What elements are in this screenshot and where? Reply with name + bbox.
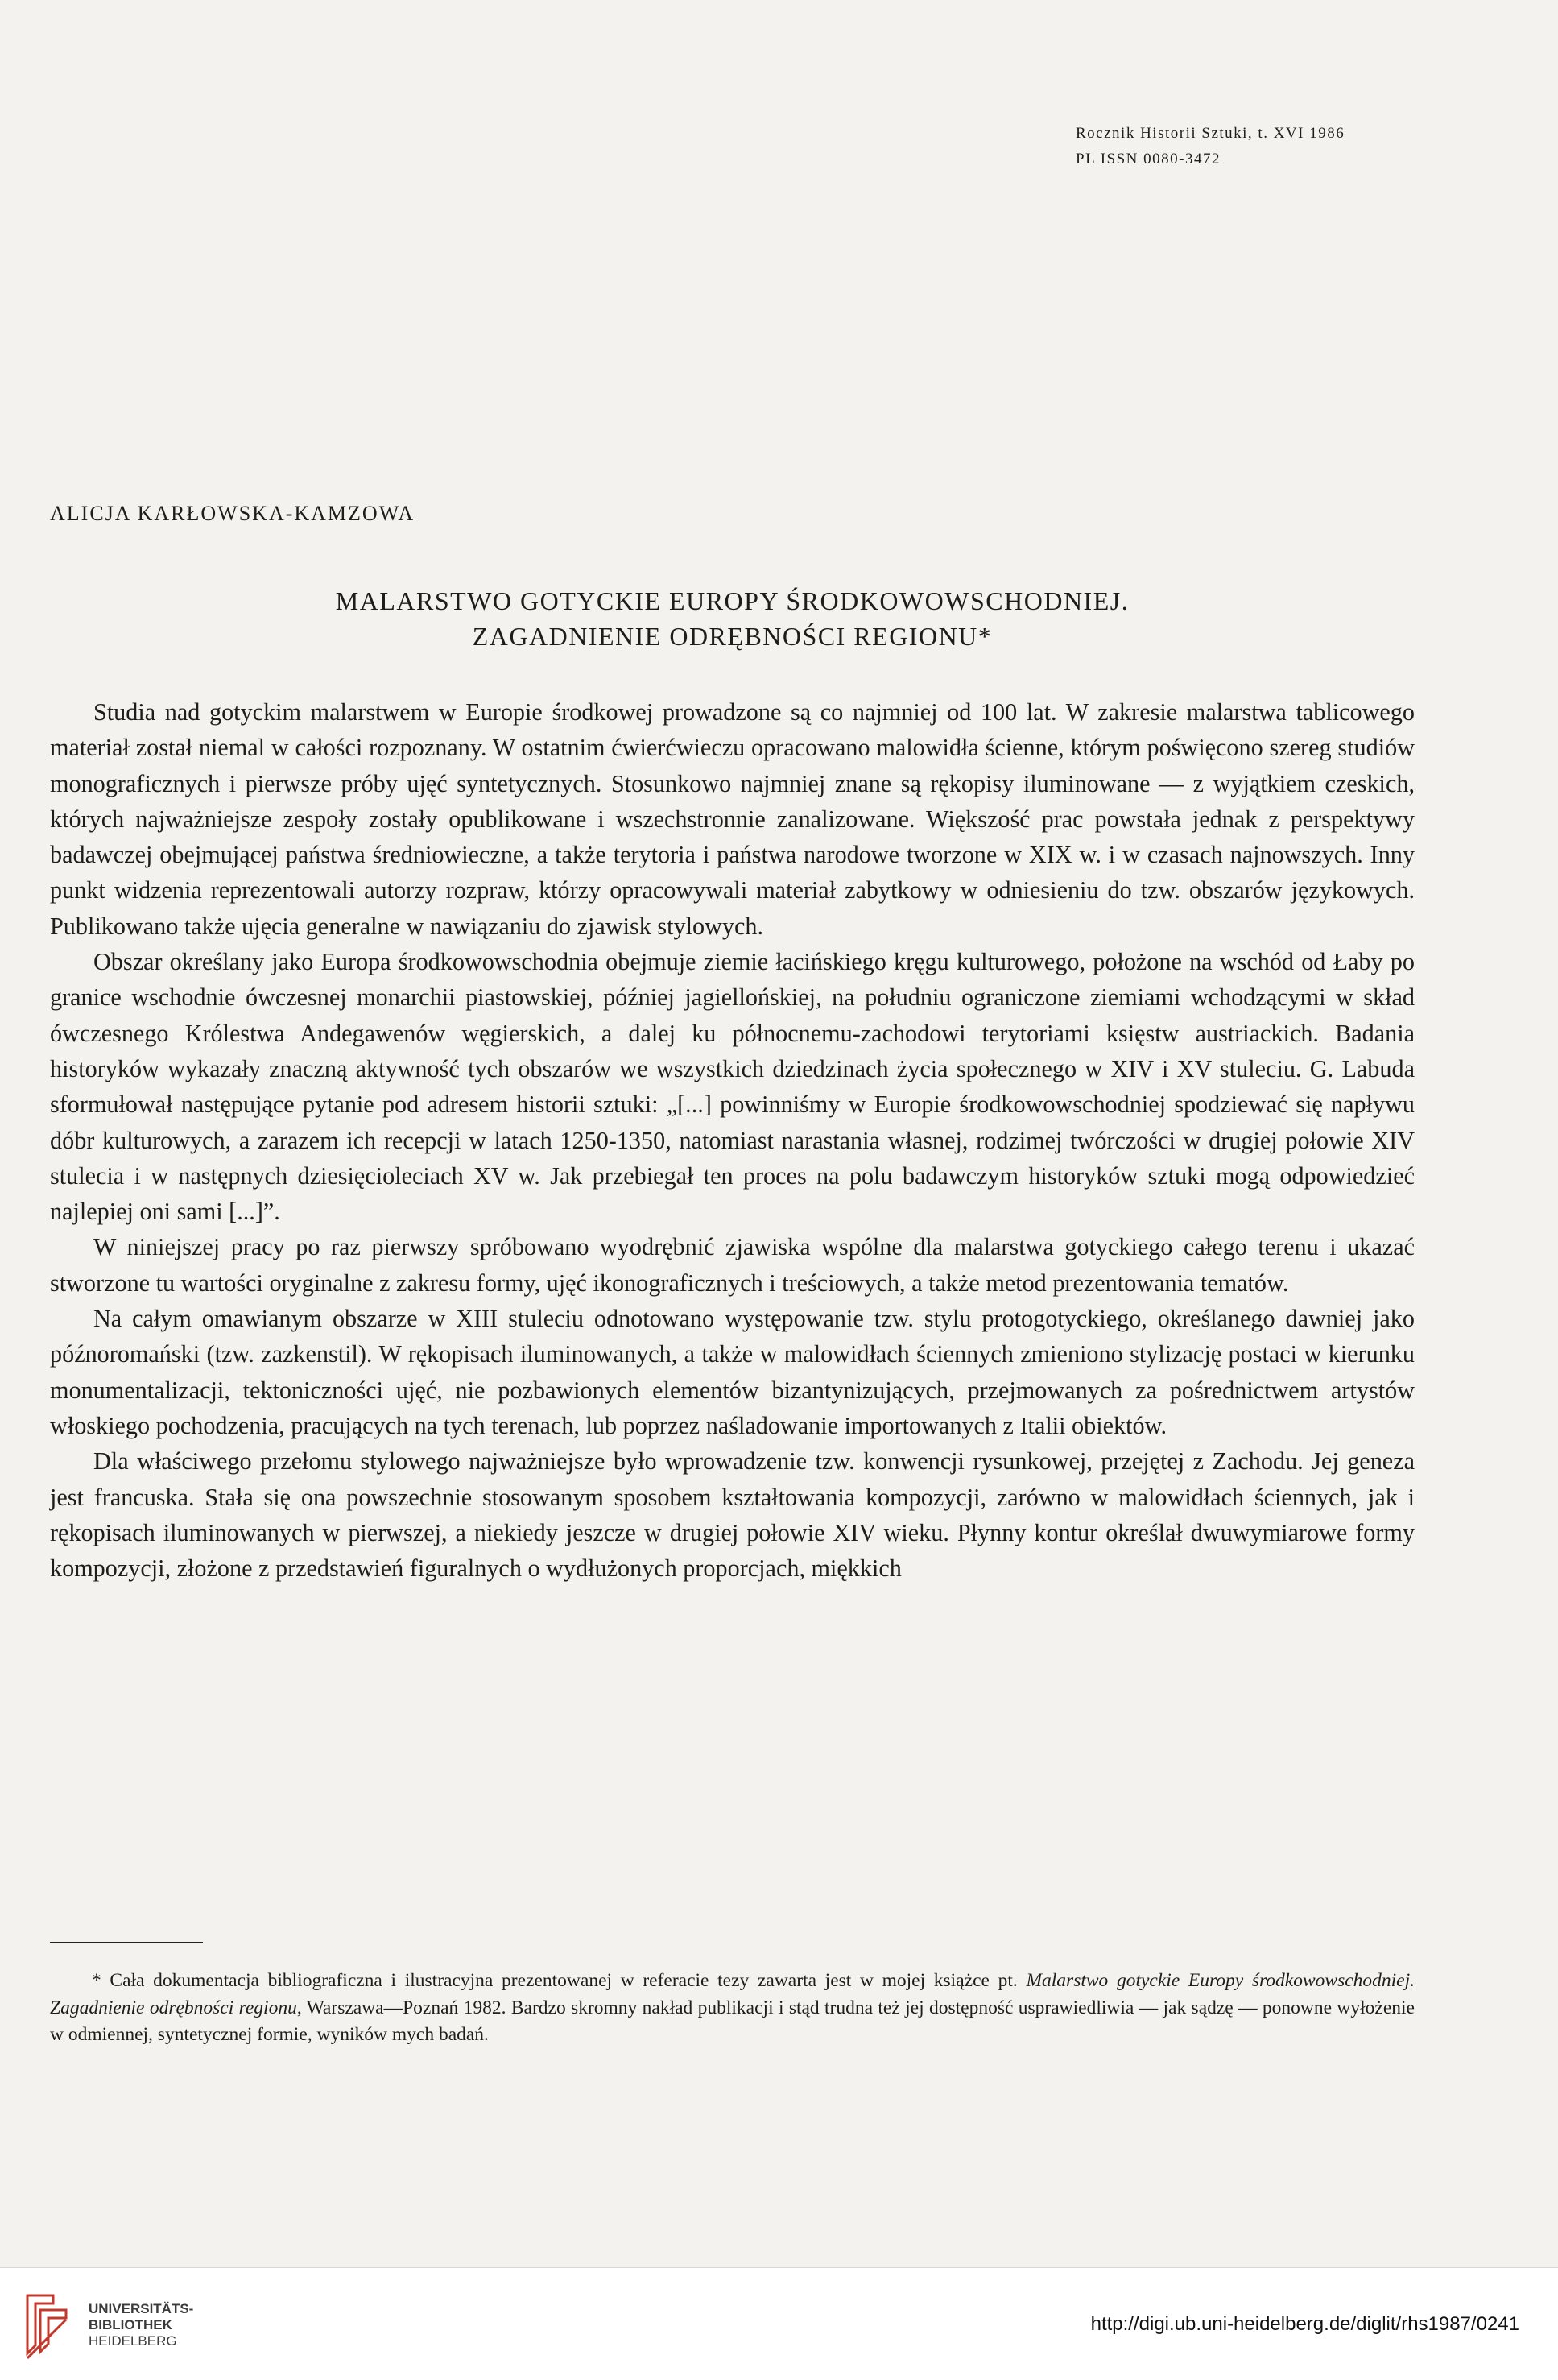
paragraph-2: Obszar określany jako Europa środkowowschodnia obejmuje ziemie łacińskiego kręgu kulturowego, położone na wschód od Łaby po granice wschodnie ówczesnej monarchii piastowskiej, później jagiellońskiej, na południu ograniczone ziemiami wchodzącymi w skład ówczesnego Królestwa Andegawenów węgierskich, a dalej ku północnemu-zachodowi terytoriami księstw austriackich. Badania historyków wykazały znaczną aktywność tych obszarów we wszystkich dziedzinach życia społecznego w XIV i XV stuleciu. G. Labuda sformułował następujące pytanie pod adresem historii sztuki: „[...] powinniśmy w Europie środkowowschodniej spodziewać się napływu dóbr kulturowych, a zarazem ich recepcji w latach 1250-1350, natomiast narastania własnej, rodzimej twórczości w drugiej połowie XIV stulecia i w następnych dziesięcioleciach XV w. Jak przebiegał ten proces na polu badawczym historyków sztuki mogą odpowiedzieć najlepiej oni sami [...]”. — [50, 948, 1415, 1226]
journal-citation: Rocznik Historii Sztuki, t. XVI 1986 — [1076, 125, 1345, 142]
page-url-link[interactable]: http://digi.ub.uni-heidelberg.de/diglit/rhs1987/0241 — [1090, 2313, 1519, 2335]
library-name-line-3: HEIDELBERG — [89, 2333, 177, 2349]
author-name: ALICJA KARŁOWSKA-KAMZOWA — [50, 502, 415, 525]
article-title — [50, 583, 1415, 654]
title-line-1: MALARSTWO GOTYCKIE EUROPY ŚRODKOWOWSCHODNIEJ. — [335, 586, 1130, 615]
title-line-2: ZAGADNIENIE ODRĘBNOŚCI REGIONU* — [472, 622, 993, 651]
library-name-line-1: UNIVERSITÄTS- — [89, 2301, 194, 2316]
footnote-separator — [50, 1942, 203, 1943]
ub-heidelberg-logo-icon[interactable] — [21, 2287, 72, 2360]
paragraph-1: Studia nad gotyckim malarstwem w Europie środkowej prowadzone są co najmniej od 100 lat. W zakresie malarstwa tablicowego materiał został niemal w całości rozpoznany. W ostatnim ćwierćwieczu opracowano malowidła ścienne, którym poświęcono szereg studiów monograficznych i pierwsze próby ujęć syntetycznych. Stosunkowo najmniej znane są rękopisy iluminowane — z wyjątkiem czeskich, których najważniejsze zespoły zostały opublikowane i wszechstronnie zanalizowane. Większość prac powstała jednak z perspektywy badawczej obejmującej państwa średniowieczne, a także terytoria i państwa narodowe tworzone w XIX w. i w czasach najnowszych. Inny punkt widzenia reprezentowali autorzy rozpraw, którzy opracowywali materiał zabytkowy w odniesieniu do tzw. obszarów językowych. Publikowano także ujęcia generalne w nawiązaniu do zjawisk stylowych. — [50, 698, 1415, 940]
library-name[interactable] — [89, 2301, 193, 2349]
footnote-lead: * Cała dokumentacja bibliograficzna i ilustracyjna prezentowanej w referacie tezy zawarta jest w mojej książce pt. — [92, 1970, 1027, 1991]
footnote-book-title: Malarstwo gotyckie Europy środkowowschodniej. Zagadnienie odrębności regionu — [50, 1970, 1415, 2018]
library-name-line-2: BIBLIOTHEK — [89, 2317, 172, 2332]
paragraph-4: Na całym omawianym obszarze w XIII stuleciu odnotowano występowanie tzw. stylu protogotyckiego, określanego dawniej jako późnoromański (tzw. zazkenstil). W rękopisach iluminowanych, a także w malowidłach ściennych zmieniono stylizację postaci w kierunku monumentalizacji, tektoniczności ujęć, nie pozbawionych elementów bizantynizujących, przejmowanych za pośrednictwem artystów włoskiego pochodzenia, pracujących na tych terenach, lub poprzez naśladowanie importowanych z Italii obiektów. — [50, 1305, 1415, 1439]
issn: PL ISSN 0080-3472 — [1076, 151, 1221, 168]
journal-header — [1076, 121, 1510, 172]
paragraph-3: W niniejszej pracy po raz pierwszy spróbowano wyodrębnić zjawiska wspólne dla malarstwa gotyckiego całego terenu i ukazać stworzone tu wartości oryginalne z zakresu formy, ujęć ikonograficznych i treściowych, a także metod prezentowania tematów. — [50, 1233, 1415, 1297]
footnote — [50, 1968, 1415, 2049]
footnote-rest: , Warszawa—Poznań 1982. Bardzo skromny nakład publikacji i stąd trudna też jej dostępność usprawiedliwia — jak sądzę — ponowne wyłożenie w odmiennej, syntetycznej formie, wyników mych badań. — [50, 1997, 1415, 2045]
article-body — [50, 694, 1415, 1586]
paragraph-5: Dla właściwego przełomu stylowego najważniejsze było wprowadzenie tzw. konwencji rysunkowej, przejętej z Zachodu. Jej geneza jest francuska. Stała się ona powszechnie stosowanym sposobem kształtowania kompozycji, zarówno w malowidłach ściennych, jak i rękopisach iluminowanych w pierwszej, a niekiedy jeszcze w drugiej połowie XIV wieku. Płynny kontur określał dwuwymiarowe formy kompozycji, złożone z przedstawień figuralnych o wydłużonych proporcjach, miękkich — [50, 1447, 1415, 1583]
